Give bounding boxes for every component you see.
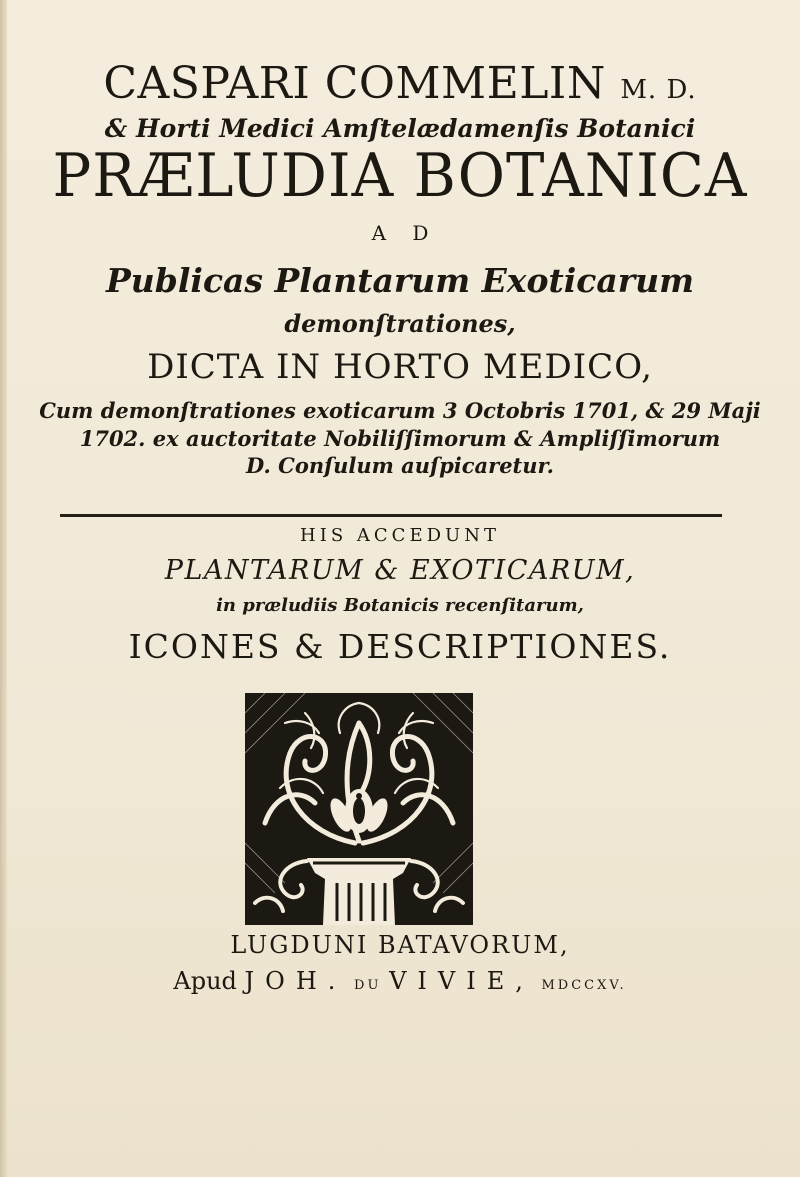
- author-degree: M. D.: [620, 75, 697, 105]
- imprint-city: LUGDUNI BATAVORUM,: [230, 931, 570, 959]
- flower-vase-icon: [245, 693, 473, 925]
- imprint-apud: Apud: [173, 967, 237, 995]
- horizontal-rule: [60, 514, 722, 517]
- plantarum-line: PLANTARUM & EXOTICARUM,: [164, 555, 636, 586]
- occasion-line-2: 1702. ex auctoritate Nobiliſſimorum & Ampliſſimorum: [79, 425, 721, 451]
- occasion-line-3: D. Conſulum auſpicaretur.: [246, 453, 554, 478]
- author-name: CASPARI COMMELIN: [103, 58, 606, 109]
- page-edge: [0, 0, 7, 1177]
- author-affiliation: & Horti Medici Amſtelædamenſis Botanici: [104, 114, 696, 143]
- imprint-printer-du: DU: [354, 978, 382, 993]
- title-demonstrationes: demonſtrationes,: [284, 309, 516, 338]
- author-line: [0, 58, 800, 109]
- icones-line: ICONES & DESCRIPTIONES.: [128, 627, 672, 666]
- main-title: PRÆLUDIA BOTANICA: [52, 141, 748, 211]
- occasion-line-1: Cum demonſtrationes exoticarum 3 Octobris 1701, & 29 Maji: [39, 398, 761, 423]
- imprint-year: MDCCXV.: [541, 978, 627, 993]
- imprint-printer-last: VIVIE,: [389, 967, 534, 995]
- imprint-printer: [0, 969, 800, 993]
- occasion-paragraph: [0, 397, 800, 480]
- his-accedunt: HIS ACCEDUNT: [300, 525, 500, 546]
- title-ad: A D: [371, 221, 439, 245]
- in-praeludiis-line: in præludiis Botanicis recenſitarum,: [216, 595, 584, 616]
- title-publicas: Publicas Plantarum Exoticarum: [105, 261, 695, 300]
- imprint-printer-first: JOH.: [244, 967, 347, 995]
- title-dicta: DICTA IN HORTO MEDICO,: [147, 347, 653, 387]
